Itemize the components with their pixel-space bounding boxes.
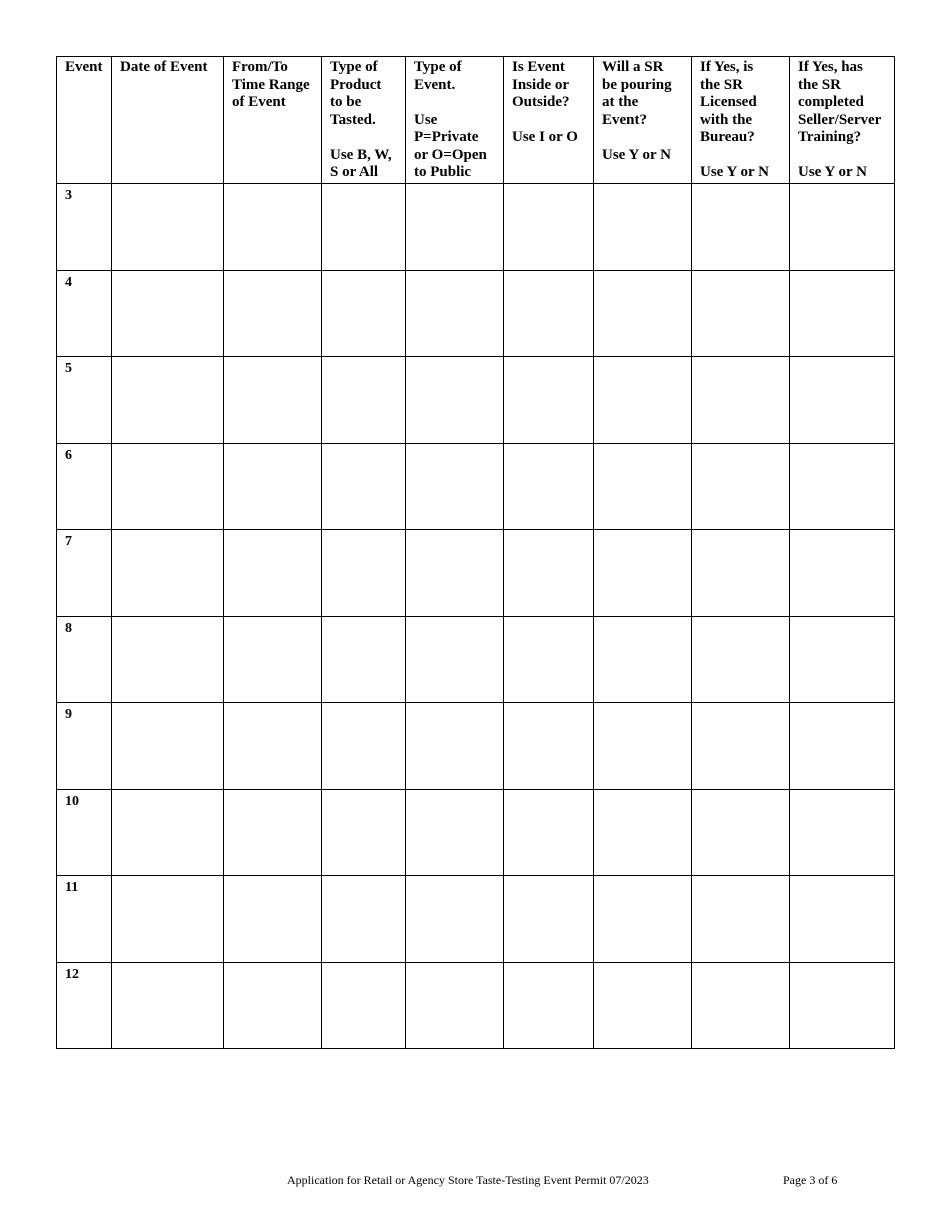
time-range-cell[interactable] — [224, 357, 322, 444]
event-number-cell: 4 — [57, 270, 112, 357]
inside-outside-cell[interactable] — [504, 616, 594, 703]
product-type-cell[interactable] — [322, 962, 406, 1049]
event-number-cell: 10 — [57, 789, 112, 876]
event-number-cell: 8 — [57, 616, 112, 703]
table-row — [57, 962, 895, 1049]
table-row — [57, 443, 895, 530]
sr-training-cell[interactable] — [790, 357, 895, 444]
sr-pouring-cell[interactable] — [594, 184, 692, 271]
event-number-cell: 9 — [57, 703, 112, 790]
date-of-event-cell[interactable] — [112, 616, 224, 703]
header-inside-outside: Is Event Inside or Outside? Use I or O — [504, 57, 594, 184]
sr-training-cell[interactable] — [790, 443, 895, 530]
table-row — [57, 876, 895, 963]
table-row — [57, 616, 895, 703]
event-type-cell[interactable] — [406, 789, 504, 876]
header-product-type: Type of Product to be Tasted. Use B, W, S or All — [322, 57, 406, 184]
sr-pouring-cell[interactable] — [594, 789, 692, 876]
table-row — [57, 789, 895, 876]
sr-training-cell[interactable] — [790, 789, 895, 876]
sr-licensed-cell[interactable] — [692, 616, 790, 703]
product-type-cell[interactable] — [322, 357, 406, 444]
event-type-cell[interactable] — [406, 357, 504, 444]
time-range-cell[interactable] — [224, 530, 322, 617]
sr-licensed-cell[interactable] — [692, 357, 790, 444]
header-event-type: Type of Event. Use P=Private or O=Open to Public — [406, 57, 504, 184]
sr-pouring-cell[interactable] — [594, 443, 692, 530]
product-type-cell[interactable] — [322, 616, 406, 703]
sr-pouring-cell[interactable] — [594, 962, 692, 1049]
event-number-cell: 11 — [57, 876, 112, 963]
sr-training-cell[interactable] — [790, 616, 895, 703]
event-number-cell: 6 — [57, 443, 112, 530]
sr-training-cell[interactable] — [790, 962, 895, 1049]
table-row — [57, 530, 895, 617]
inside-outside-cell[interactable] — [504, 530, 594, 617]
product-type-cell[interactable] — [322, 530, 406, 617]
sr-pouring-cell[interactable] — [594, 876, 692, 963]
inside-outside-cell[interactable] — [504, 703, 594, 790]
product-type-cell[interactable] — [322, 184, 406, 271]
date-of-event-cell[interactable] — [112, 270, 224, 357]
sr-licensed-cell[interactable] — [692, 270, 790, 357]
event-number-cell: 3 — [57, 184, 112, 271]
event-type-cell[interactable] — [406, 443, 504, 530]
table-row — [57, 703, 895, 790]
event-number-cell: 7 — [57, 530, 112, 617]
header-time-range: From/To Time Range of Event — [224, 57, 322, 184]
sr-pouring-cell[interactable] — [594, 530, 692, 617]
table-row — [57, 357, 895, 444]
sr-licensed-cell[interactable] — [692, 703, 790, 790]
sr-licensed-cell[interactable] — [692, 962, 790, 1049]
header-event: Event — [57, 57, 112, 184]
event-type-cell[interactable] — [406, 616, 504, 703]
event-type-cell[interactable] — [406, 184, 504, 271]
date-of-event-cell[interactable] — [112, 530, 224, 617]
sr-licensed-cell[interactable] — [692, 876, 790, 963]
time-range-cell[interactable] — [224, 616, 322, 703]
date-of-event-cell[interactable] — [112, 703, 224, 790]
header-row — [57, 57, 895, 184]
sr-training-cell[interactable] — [790, 270, 895, 357]
product-type-cell[interactable] — [322, 443, 406, 530]
sr-pouring-cell[interactable] — [594, 616, 692, 703]
sr-training-cell[interactable] — [790, 876, 895, 963]
sr-pouring-cell[interactable] — [594, 703, 692, 790]
event-number-cell: 12 — [57, 962, 112, 1049]
event-number-cell: 5 — [57, 357, 112, 444]
footer-form-title: Application for Retail or Agency Store Taste-Testing Event Permit 07/2023 — [287, 1173, 649, 1187]
events-table — [56, 56, 895, 1049]
sr-licensed-cell[interactable] — [692, 184, 790, 271]
date-of-event-cell[interactable] — [112, 876, 224, 963]
sr-licensed-cell[interactable] — [692, 443, 790, 530]
inside-outside-cell[interactable] — [504, 357, 594, 444]
sr-licensed-cell[interactable] — [692, 789, 790, 876]
product-type-cell[interactable] — [322, 270, 406, 357]
time-range-cell[interactable] — [224, 876, 322, 963]
time-range-cell[interactable] — [224, 789, 322, 876]
date-of-event-cell[interactable] — [112, 357, 224, 444]
date-of-event-cell[interactable] — [112, 443, 224, 530]
time-range-cell[interactable] — [224, 443, 322, 530]
event-type-cell[interactable] — [406, 530, 504, 617]
inside-outside-cell[interactable] — [504, 962, 594, 1049]
sr-licensed-cell[interactable] — [692, 530, 790, 617]
sr-training-cell[interactable] — [790, 184, 895, 271]
header-date-of-event: Date of Event — [112, 57, 224, 184]
event-type-cell[interactable] — [406, 876, 504, 963]
time-range-cell[interactable] — [224, 962, 322, 1049]
product-type-cell[interactable] — [322, 789, 406, 876]
table-row — [57, 270, 895, 357]
time-range-cell[interactable] — [224, 184, 322, 271]
inside-outside-cell[interactable] — [504, 789, 594, 876]
table-row — [57, 184, 895, 271]
inside-outside-cell[interactable] — [504, 270, 594, 357]
time-range-cell[interactable] — [224, 270, 322, 357]
sr-training-cell[interactable] — [790, 530, 895, 617]
table-body — [57, 184, 895, 1049]
product-type-cell[interactable] — [322, 876, 406, 963]
event-type-cell[interactable] — [406, 703, 504, 790]
event-type-cell[interactable] — [406, 962, 504, 1049]
event-type-cell[interactable] — [406, 270, 504, 357]
sr-pouring-cell[interactable] — [594, 270, 692, 357]
sr-training-cell[interactable] — [790, 703, 895, 790]
footer-page-number: Page 3 of 6 — [783, 1173, 838, 1187]
sr-pouring-cell[interactable] — [594, 357, 692, 444]
product-type-cell[interactable] — [322, 703, 406, 790]
inside-outside-cell[interactable] — [504, 876, 594, 963]
date-of-event-cell[interactable] — [112, 789, 224, 876]
date-of-event-cell[interactable] — [112, 962, 224, 1049]
inside-outside-cell[interactable] — [504, 184, 594, 271]
header-sr-pouring: Will a SR be pouring at the Event? Use Y or N — [594, 57, 692, 184]
time-range-cell[interactable] — [224, 703, 322, 790]
inside-outside-cell[interactable] — [504, 443, 594, 530]
header-sr-training: If Yes, has the SR completed Seller/Server Training? Use Y or N — [790, 57, 895, 184]
date-of-event-cell[interactable] — [112, 184, 224, 271]
header-sr-licensed: If Yes, is the SR Licensed with the Bureau? Use Y or N — [692, 57, 790, 184]
